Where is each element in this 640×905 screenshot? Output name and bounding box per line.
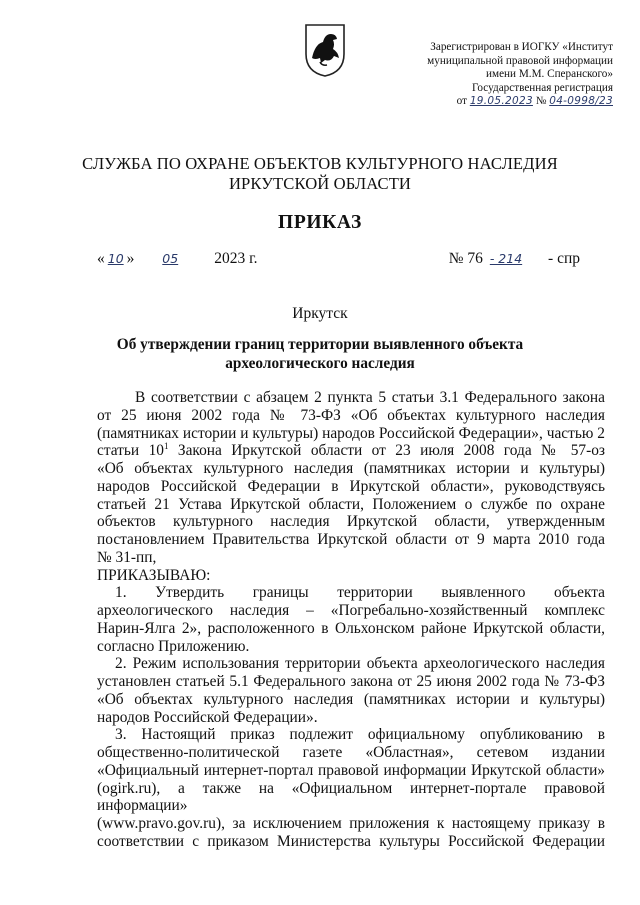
order-subject <box>0 336 640 373</box>
item-line: «Официальный интернет-портал правовой информации Иркутской области» <box>97 761 605 779</box>
city-name: Иркутск <box>292 305 348 322</box>
item-line: установлен статьей 5.1 Федерального закона от 25 июня 2002 года № 73-ФЗ <box>97 673 605 690</box>
item-line: народов Российской Федерации». <box>97 708 318 726</box>
item-line: (ogirk.ru), а также на «Официальном интернет-портале правовой информации» <box>97 779 605 815</box>
quote-open: « <box>97 250 105 267</box>
body-line: от 25 июня 2002 года № 73-ФЗ «Об объектах культурного наследия <box>97 406 605 424</box>
registration-number-line <box>383 95 613 109</box>
order-month: 05 <box>162 251 179 266</box>
subject-line-2: археологического наследия <box>225 354 415 372</box>
registration-line: Зарегистрирован в ИОГКУ «Институт <box>430 41 613 53</box>
registration-number-sign: № <box>535 95 547 108</box>
item-line: «Об объектах культурного наследия (памятниках истории и культуры) <box>97 690 605 708</box>
item-line: археологического наследия – «Погребально-хозяйственный комплекс <box>97 602 605 619</box>
quote-close: » <box>126 250 135 267</box>
order-number <box>449 250 580 268</box>
order-day: 10 <box>107 251 124 266</box>
order-date <box>97 250 258 268</box>
body-line: народов Российской Федерации в Иркутской области», руководствуясь <box>97 477 605 495</box>
body-line: «Об объектах культурного наследия (памятниках истории и культуры) <box>97 460 605 477</box>
registration-line: муниципальной правовой информации <box>427 54 613 67</box>
item-line: 1. Утвердить границы территории выявленного объекта <box>115 584 605 602</box>
order-year: 2023 г. <box>214 250 258 267</box>
body-text: статьи 10 <box>97 442 164 460</box>
registration-stamp <box>383 41 613 109</box>
superscript: 1 <box>163 441 169 452</box>
body-line: (памятниках истории и культуры) народов Российской Федерации», частью 2 <box>97 424 605 442</box>
registration-line: имени М.М. Сперанского» <box>486 68 613 81</box>
registration-from-label: от <box>456 95 468 108</box>
item-line: 2. Режим использования территории объекта археологического наследия <box>115 655 605 673</box>
order-number-suffix: - спр <box>548 250 580 267</box>
registration-line: Государственная регистрация <box>471 81 613 94</box>
body-line: объектов культурного наследия Иркутской области, утвержденным <box>97 513 605 531</box>
order-number-handwritten: - 214 <box>489 251 523 266</box>
subject-line-1: Об утверждении границ территории выявленного объекта <box>116 336 524 353</box>
registration-number: 04-0998/23 <box>549 95 613 108</box>
body-line: постановлением Правительства Иркутской области от 9 марта 2010 года <box>97 531 605 548</box>
order-number-prefix: № 76 <box>448 250 483 267</box>
registration-date: 19.05.2023 <box>469 95 533 108</box>
item-line: соответствии с приказом Министерства культуры Российской Федерации <box>97 832 605 850</box>
agency-line-1: СЛУЖБА ПО ОХРАНЕ ОБЪЕКТОВ КУЛЬТУРНОГО НАСЛЕДИЯ <box>82 154 558 173</box>
item-line: 3. Настоящий приказ подлежит официальному опубликованию в <box>115 726 605 744</box>
agency-title <box>0 154 640 194</box>
order-word: ПРИКАЗЫВАЮ: <box>97 566 211 584</box>
item-line: согласно Приложению. <box>97 637 250 655</box>
agency-line-2: ИРКУТСКОЙ ОБЛАСТИ <box>228 174 412 193</box>
item-line: (www.pravo.gov.ru), за исключением приложения к настоящему приказу в <box>97 815 605 832</box>
coat-of-arms-icon <box>303 22 347 78</box>
body-line <box>97 442 605 460</box>
document-type: ПРИКАЗ <box>278 212 362 233</box>
body-text: Закона Иркутской области от 23 июля 2008 года № 57-оз <box>168 442 605 460</box>
body-line: статьей 21 Устава Иркутской области, Положением о службе по охране <box>97 495 605 513</box>
document-body <box>97 389 605 851</box>
item-line: общественно-политической газете «Областная», сетевом издании <box>97 744 605 761</box>
body-line: № 31-пп, <box>97 548 157 566</box>
item-line: Нарин-Ялга 2», расположенного в Ольхонском районе Иркутской области, <box>97 619 605 637</box>
body-line: В соответствии с абзацем 2 пункта 5 статьи 3.1 Федерального закона <box>135 389 605 406</box>
